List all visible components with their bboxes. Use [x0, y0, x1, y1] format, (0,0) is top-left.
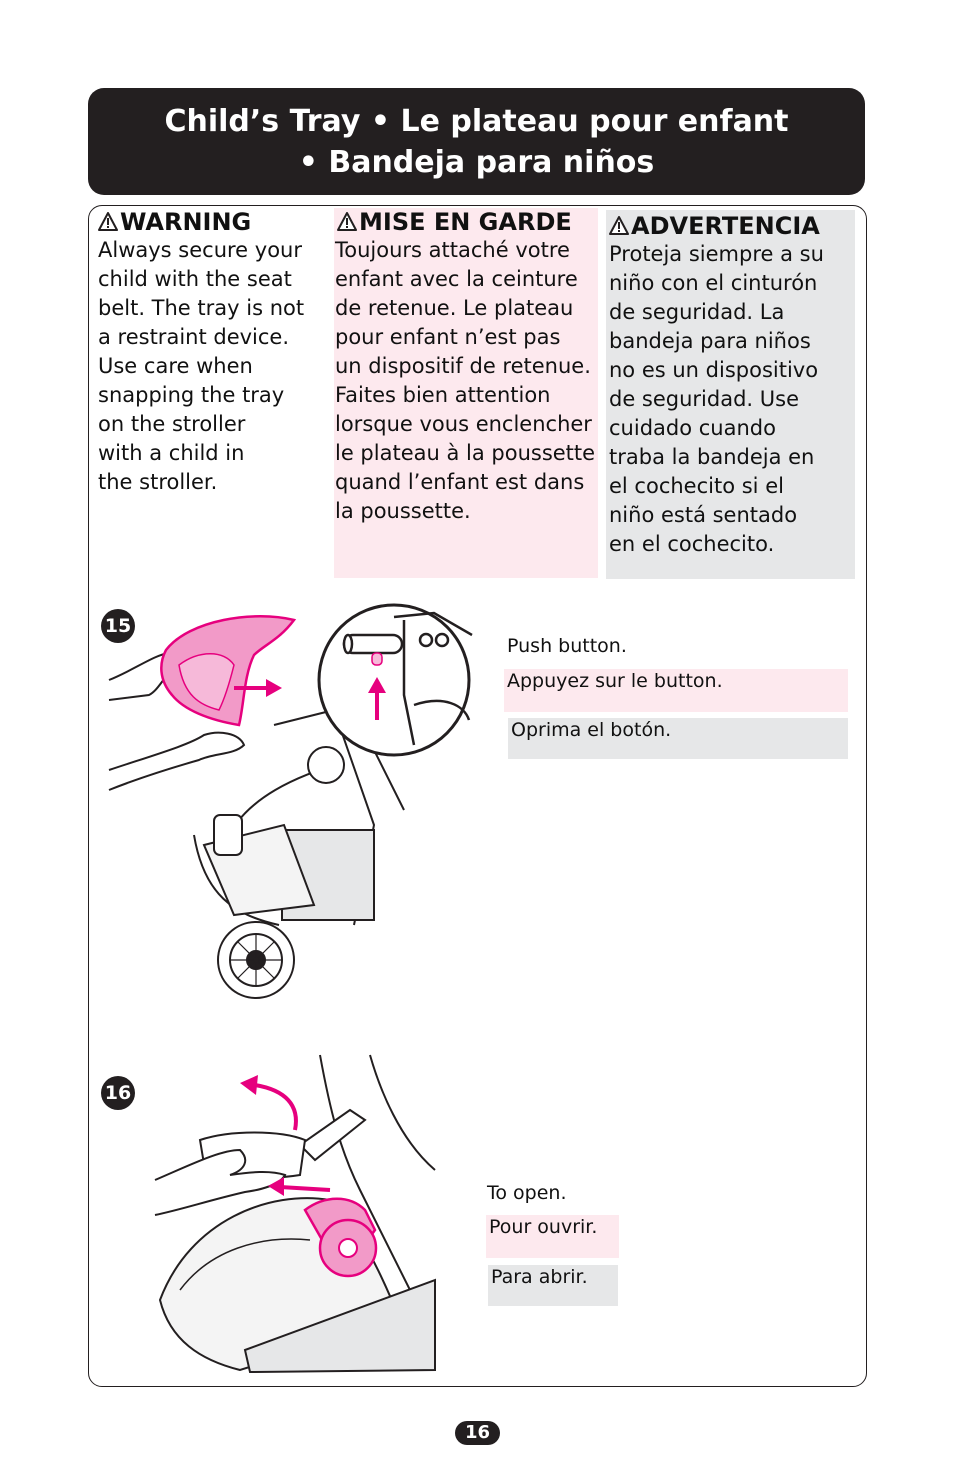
step-16-illustration [150, 1050, 440, 1375]
step-16-caption-fr: Pour ouvrir. [486, 1215, 619, 1258]
warning-heading-text-fr: MISE EN GARDE [359, 208, 572, 236]
warning-triangle-icon [98, 212, 118, 232]
step-15-caption-es: Oprima el botón. [508, 718, 848, 759]
step-15-illustration [104, 595, 484, 1000]
step-16-caption-es: Para abrir. [488, 1265, 618, 1306]
page-title-bar [88, 88, 865, 195]
warning-heading-text-en: WARNING [120, 208, 252, 236]
open-arrow-icon [240, 1075, 296, 1130]
step-15-caption-fr: Appuyez sur le button. [504, 669, 848, 712]
warning-body-fr: Toujours attaché votre enfant avec la ceinture de retenue. Le plateau pour enfant n’est pas un dispositif de retenue. Faites bien attention lorsque vous enclencher le plateau à la poussette quand l’enfant est dans la poussette. [335, 238, 596, 523]
step-16-badge: 16 [101, 1076, 135, 1110]
warning-heading-fr [334, 208, 598, 236]
page-title-line-2: • Bandeja para niños [298, 145, 655, 180]
warning-column-fr [334, 208, 598, 578]
warning-heading-text-es: ADVERTENCIA [631, 212, 820, 240]
warning-body-es: Proteja siempre a su niño con el cinturón de seguridad. La bandeja para niños no es un dispositivo de seguridad. Use cuidado cuando traba la bandeja en el cochecito si el niño está sentado en el cochecito. [609, 242, 824, 556]
warning-column-en [98, 208, 326, 497]
warning-column-es [606, 210, 855, 579]
step-15-caption-en: Push button. [507, 635, 627, 657]
warning-body-en: Always secure your child with the seat belt. The tray is not a restraint device. Use care when snapping the tray on the stroller with a child in the stroller. [98, 238, 305, 494]
step-15-badge: 15 [101, 609, 135, 643]
warning-heading-en [98, 208, 326, 236]
step-16-caption-en: To open. [487, 1182, 567, 1204]
warning-triangle-icon [609, 216, 629, 236]
warning-triangle-icon [337, 212, 357, 232]
page-title-line-1: Child’s Tray • Le plateau pour enfant [164, 104, 789, 139]
page-number: 16 [455, 1421, 500, 1445]
warning-heading-es [609, 212, 855, 240]
